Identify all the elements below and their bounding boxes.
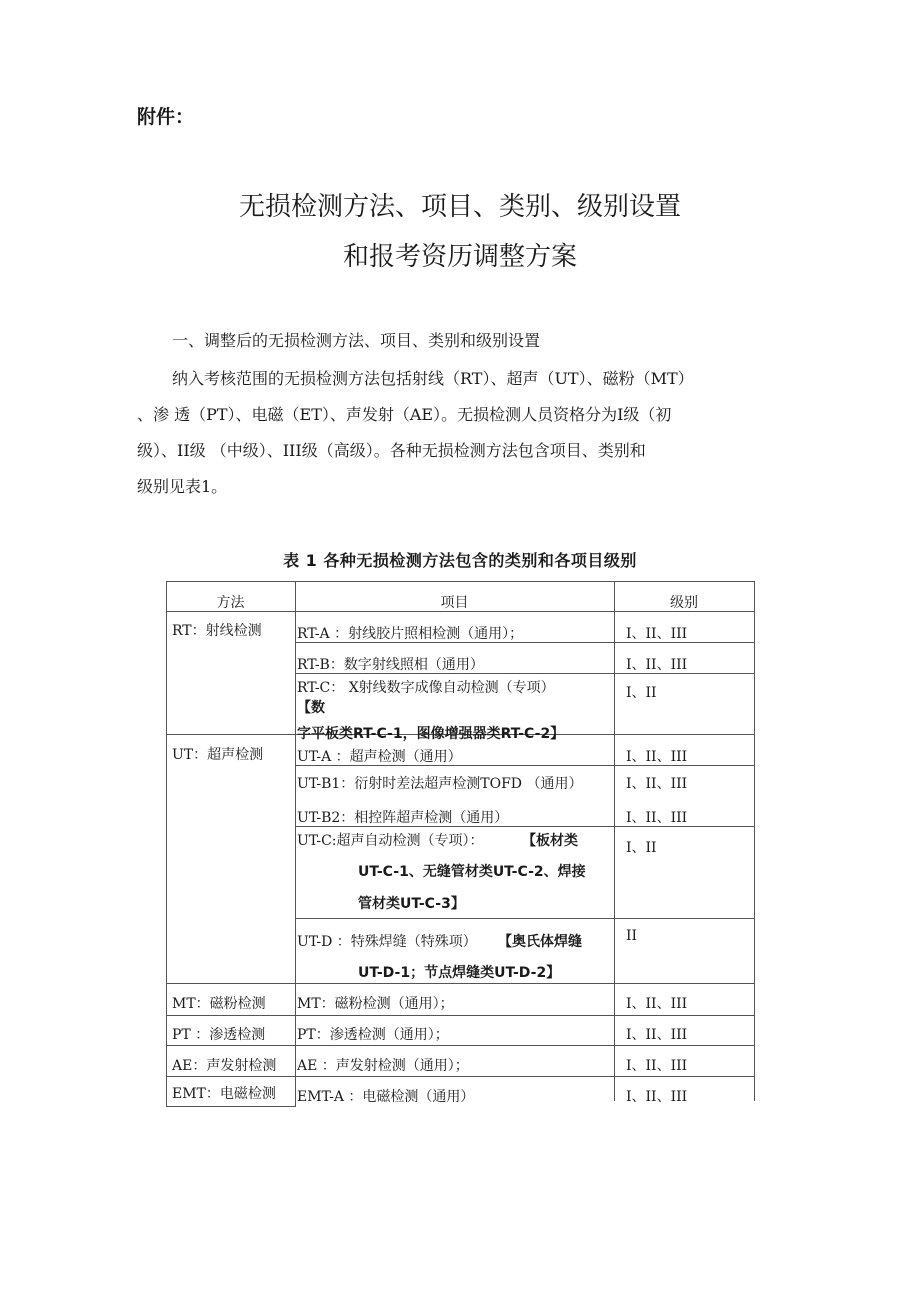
- item-rt-c-cut: 字平板类RT-C-1，图像增强器类RT-C-2】: [297, 726, 565, 742]
- level-pt: I、II、III: [626, 1027, 688, 1043]
- item-rt-c-bold: 【数: [297, 700, 325, 716]
- item-ae: AE ：声发射检测（通用）；: [297, 1058, 469, 1074]
- item-pt: PT：渗透检测（通用）；: [297, 1027, 449, 1043]
- method-rt: RT：射线检测: [172, 623, 262, 639]
- item-rt-c-cut-wrapper: [297, 723, 613, 742]
- item-ut-c-bold-2: UT-C-1、无缝管材类UT-C-2、焊接: [358, 864, 586, 880]
- header-level: 级别: [670, 595, 698, 611]
- section-heading: 一、调整后的无损检测方法、项目、类别和级别设置: [172, 331, 541, 350]
- table-caption: 表 1 各种无损检测方法包含的类别和各项目级别: [283, 551, 637, 570]
- method-ae: AE：声发射检测: [172, 1058, 277, 1074]
- item-ut-d: UT-D ：特殊焊缝（特殊项）: [297, 934, 477, 950]
- level-emt: I、II、III: [626, 1089, 688, 1105]
- item-mt: MT：磁粉检测（通用）；: [297, 996, 454, 1012]
- method-mt: MT：磁粉检测: [172, 996, 266, 1012]
- item-ut-a: UT-A ：超声检测（通用）: [297, 749, 462, 765]
- method-pt: PT ：渗透检测: [172, 1027, 266, 1043]
- level-mt: I、II、III: [626, 996, 688, 1012]
- item-ut-b2: UT-B2：相控阵超声检测（通用）: [297, 810, 509, 826]
- level-rt-a: I、II、III: [626, 626, 688, 642]
- item-rt-a: RT-A ：射线胶片照相检测（通用）；: [297, 626, 524, 642]
- method-ut: UT：超声检测: [172, 747, 264, 763]
- header-method: 方法: [216, 595, 245, 611]
- level-rt-b: I、II、III: [626, 657, 688, 673]
- document-title-line-2: 和报考资历调整方案: [342, 242, 577, 272]
- item-emt: EMT-A ：电磁检测（通用）: [297, 1089, 475, 1105]
- paragraph-line-3: 级）、II级 （中级）、III级（高级）。各种无损检测方法包含项目、类别和: [137, 441, 646, 460]
- item-ut-d-bold-2: UT-D-1；节点焊缝类UT-D-2】: [358, 965, 561, 981]
- item-rt-c: RT-C： X射线数字成像自动检测（专项）: [297, 680, 555, 696]
- header-item: 项目: [440, 595, 469, 611]
- attachment-label: 附件：: [137, 106, 195, 128]
- item-rt-b: RT-B：数字射线照相（通用）: [297, 657, 484, 673]
- item-ut-d-bold-1: 【奥氏体焊缝: [498, 934, 582, 950]
- level-ut-b1: I、II、III: [626, 776, 688, 792]
- level-ut-a: I、II、III: [626, 749, 688, 765]
- item-ut-c: UT-C:超声自动检测（专项）：: [297, 833, 484, 849]
- paragraph-line-2: 、渗 透（PT）、电磁（ET）、声发射（AE）。无损检测人员资格分为I级（初: [137, 405, 672, 424]
- item-ut-b1: UT-B1：衍射时差法超声检测TOFD （通用）: [297, 776, 583, 792]
- level-ae: I、II、III: [626, 1058, 688, 1074]
- paragraph-line-4: 级别见表1。: [137, 477, 228, 496]
- level-ut-d: II: [626, 928, 638, 944]
- method-emt: EMT：电磁检测: [172, 1086, 276, 1102]
- document-title-line-1: 无损检测方法、项目、类别、级别设置: [238, 192, 681, 222]
- item-ut-c-bold-1: 【板材类: [522, 833, 578, 849]
- item-ut-c-bold-3: 管材类UT-C-3】: [358, 896, 465, 912]
- level-ut-c: I、II: [626, 840, 657, 856]
- level-ut-b2: I、II、III: [626, 810, 688, 826]
- level-rt-c: I、II: [626, 685, 657, 701]
- paragraph-line-1: 纳入考核范围的无损检测方法包括射线（RT）、超声（UT）、磁粉（MT）: [172, 369, 694, 388]
